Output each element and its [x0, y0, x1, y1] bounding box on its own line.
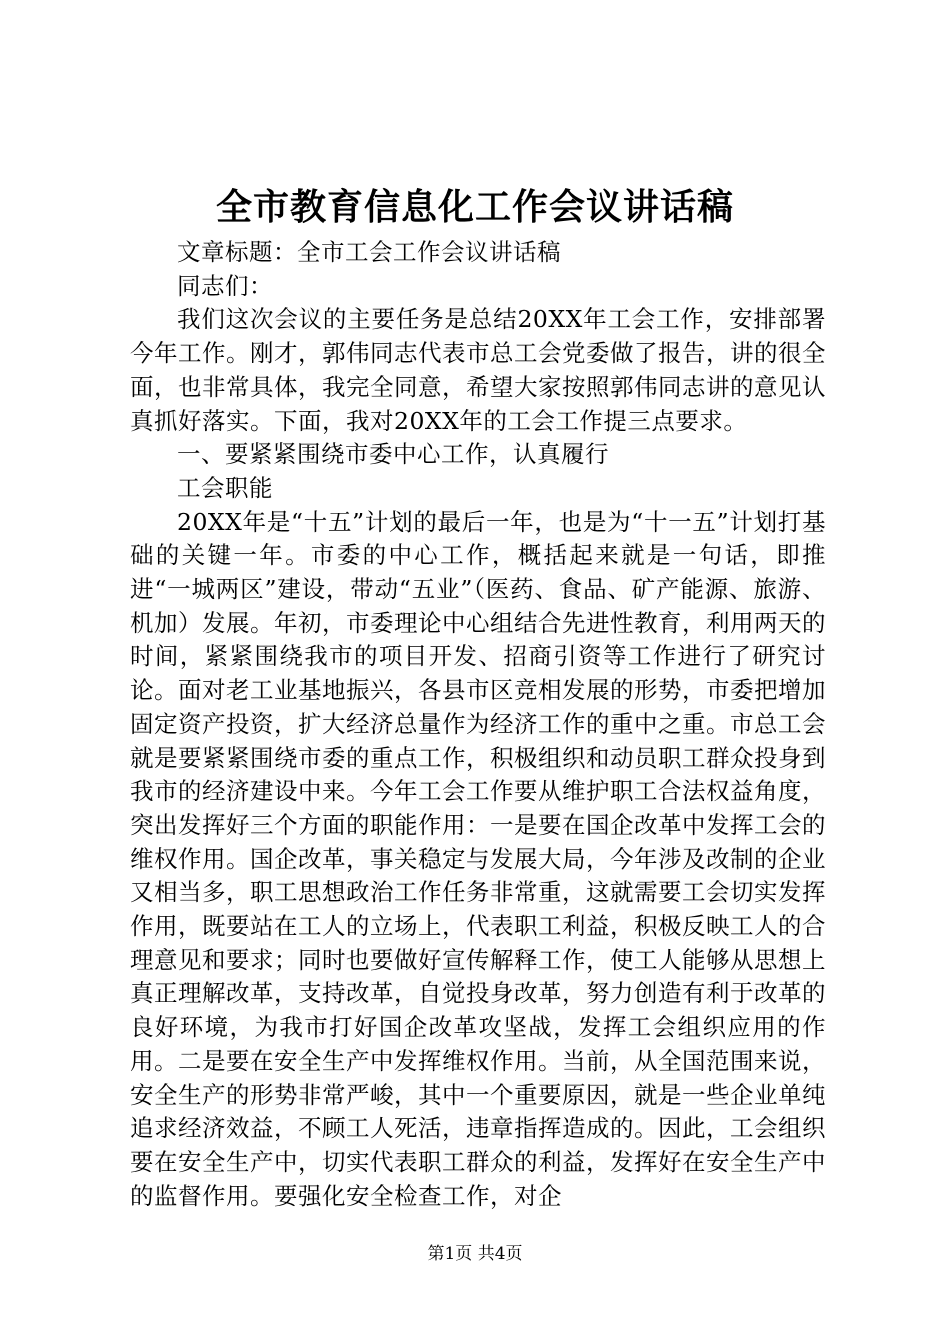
- page-number-footer: 第1页 共4页: [427, 1244, 523, 1264]
- section-heading-1-continued: 工会职能: [177, 473, 273, 502]
- document-title: 全市教育信息化工作会议讲话稿: [215, 187, 734, 228]
- intro-paragraph: 我们这次会议的主要任务是总结20XX年工会工作，安排部署今年工作。刚才，郭伟同志代表市总工会党委做了报告，讲的很全面，也非常具体，我完全同意，希望大家按照郭伟同志讲的意见认真抓好落实。下面，我对20XX年的工会工作提三点要求。: [130, 305, 826, 435]
- section-heading-1: 一、要紧紧围绕市委中心工作，认真履行: [177, 440, 609, 469]
- body-paragraph: 20XX年是“十五”计划的最后一年，也是为“十一五”计划打基础的关键一年。市委的中心工作，概括起来就是一句话，即推进“一城两区”建设，带动“五业”（医药、食品、矿产能源、旅游、机加）发展。年初，市委理论中心组结合先进性教育，利用两天的时间，紧紧围绕我市的项目开发、招商引资等工作进行了研究讨论。面对老工业基地振兴，各县市区竞相发展的形势，市委把增加固定资产投资，扩大经济总量作为经济工作的重中之重。市总工会就是要紧紧围绕市委的重点工作，积极组织和动员职工群众投身到我市的经济建设中来。今年工会工作要从维护职工合法权益角度，突出发挥好三个方面的职能作用：一是要在国企改革中发挥工会的维权作用。国企改革，事关稳定与发展大局，今年涉及改制的企业又相当多，职工思想政治工作任务非常重，这就需要工会切实发挥作用，既要站在工人的立场上，代表职工利益，积极反映工人的合理意见和要求；同时也要做好宣传解释工作，使工人能够从思想上真正理解改革，支持改革，自觉投身改革，努力创造有利于改革的良好环境，为我市打好国企改革攻坚战，发挥工会组织应用的作用。二是要在安全生产中发挥维权作用。当前，从全国范围来说，安全生产的形势非常严峻，其中一个重要原因，就是一些企业单纯追求经济效益，不顾工人死活，违章指挥造成的。因此，工会组织要在安全生产中，切实代表职工群众的利益，发挥好在安全生产中的监督作用。要强化安全检查工作，对企: [130, 507, 826, 1210]
- article-heading-line: 文章标题：全市工会工作会议讲话稿: [177, 238, 561, 266]
- document-body: [130, 236, 826, 1213]
- salutation: 同志们：: [177, 271, 273, 300]
